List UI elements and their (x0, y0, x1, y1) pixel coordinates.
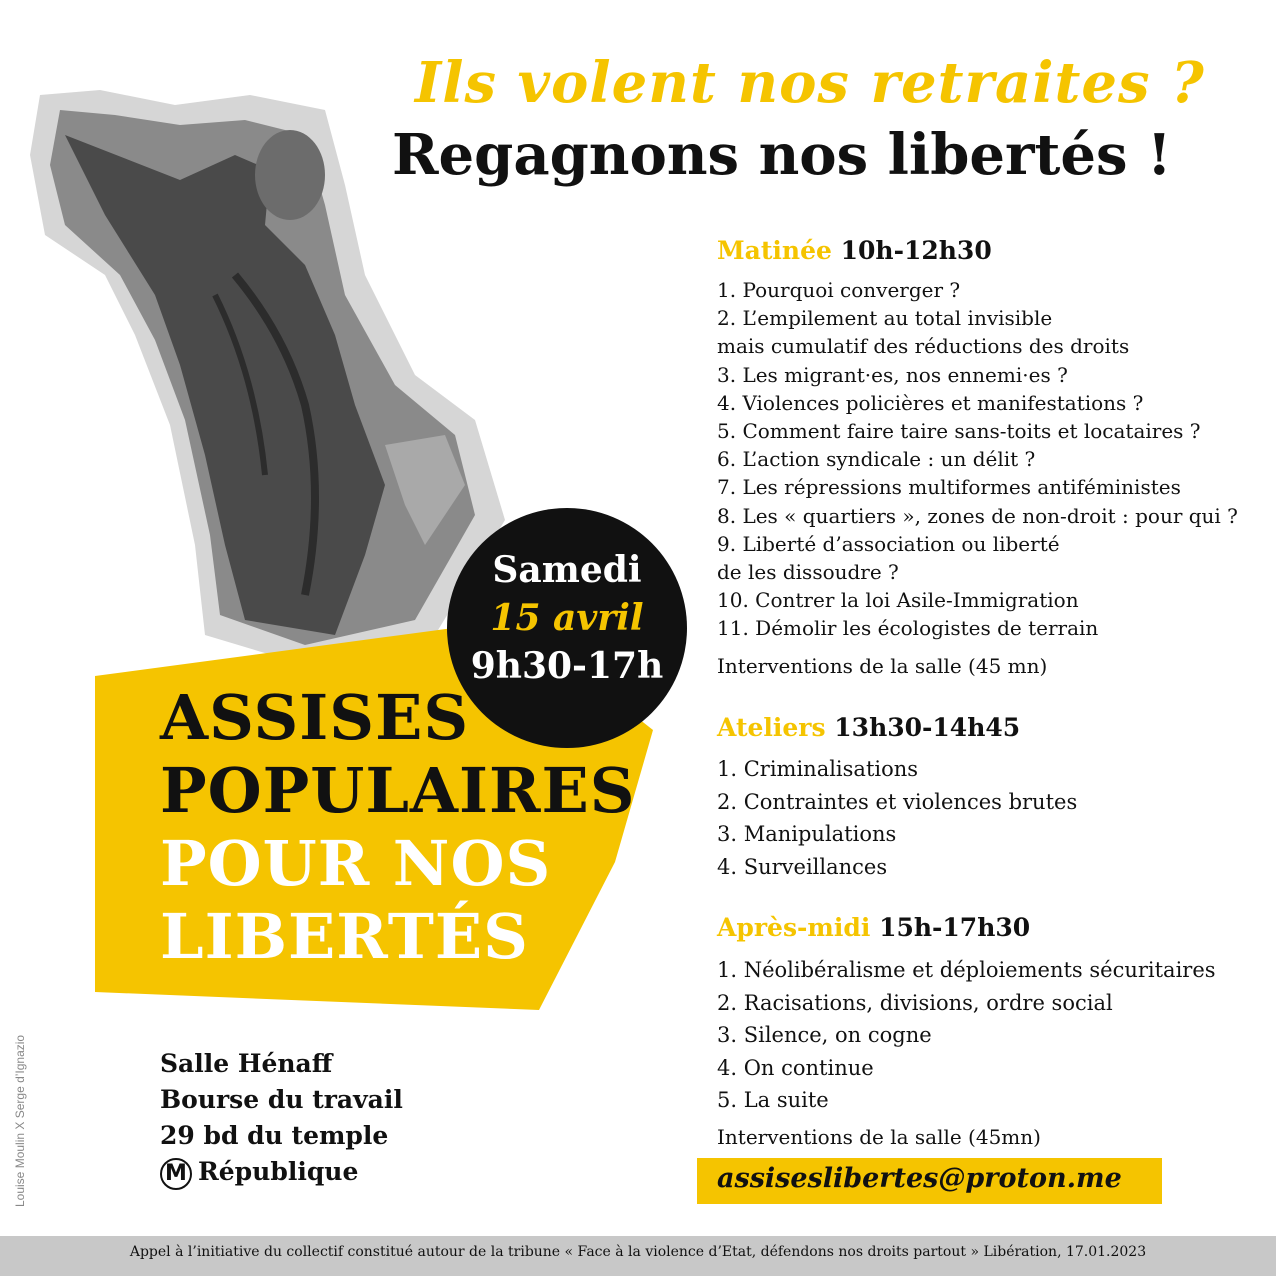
list-item: 6. L’action syndicale : un délit ? (717, 447, 1036, 472)
list-item: 2. Contraintes et violences brutes (717, 789, 1078, 814)
photo-credit: Louise Moulin X Serge d’Ignazio (13, 1034, 27, 1207)
venue-metro (160, 1154, 403, 1190)
footer-note: Appel à l’initiative du collectif constitué autour de la tribune « Face à la violence d’Etat, défendons nos droits partout » Libération, 17.01.2023 (0, 1236, 1276, 1276)
venue-building: Bourse du travail (160, 1085, 403, 1114)
list-item: 3. Manipulations (717, 822, 897, 846)
apres-midi-time: 15h-17h30 (879, 913, 1031, 942)
headline-question: Ils volent nos retraites ? (415, 50, 1205, 116)
date-badge-day: Samedi (492, 549, 642, 591)
list-item: 3. Les migrant·es, nos ennemi·es ? (717, 362, 1068, 387)
metro-icon: M (160, 1158, 192, 1190)
apres-midi-note: Interventions de la salle (45mn) (717, 1125, 1041, 1149)
apres-midi-label: Après-midi (717, 913, 871, 942)
list-item: 8. Les « quartiers », zones de non-droit : pour qui ? (717, 503, 1238, 528)
date-badge (447, 508, 687, 748)
headline-exclamation: Regagnons nos libertés ! (392, 122, 1172, 188)
matinee-note: Interventions de la salle (45 mn) (717, 654, 1048, 678)
list-item: 9. Liberté d’association ou liberté (717, 531, 1060, 556)
list-item: 7. Les répressions multiformes antiféministes (717, 475, 1181, 500)
ateliers-time: 13h30-14h45 (834, 713, 1021, 742)
venue-block (160, 1046, 403, 1190)
list-item: 10. Contrer la loi Asile-Immigration (717, 588, 1079, 613)
venue-hall: Salle Hénaff (160, 1049, 333, 1078)
list-item: 4. Surveillances (717, 854, 888, 879)
ateliers-heading (717, 713, 1020, 742)
list-item: 4. Violences policières et manifestations ? (717, 390, 1144, 415)
list-item: 3. Silence, on cogne (717, 1023, 932, 1047)
matinee-time: 10h-12h30 (840, 236, 992, 265)
date-badge-time: 9h30-17h (470, 645, 664, 687)
list-item: 4. On continue (717, 1055, 874, 1080)
contact-email[interactable]: assiseslibertes@proton.me (717, 1163, 1122, 1194)
event-title-line2: POPULAIRES (160, 754, 636, 827)
apres-midi-heading (717, 913, 1030, 942)
date-badge-date: 15 avril (490, 597, 644, 639)
list-item: 2. Racisations, divisions, ordre social (717, 990, 1113, 1015)
list-item: 1. Pourquoi converger ? (717, 278, 961, 302)
event-title-line1: ASSISES (160, 681, 470, 754)
matinee-list (717, 276, 1238, 643)
ateliers-list (717, 753, 1077, 883)
list-item: mais cumulatif des réductions des droits (717, 334, 1130, 359)
list-item: 2. L’empilement au total invisible (717, 306, 1053, 331)
list-item: 5. La suite (717, 1088, 829, 1112)
list-item: 1. Criminalisations (717, 757, 919, 781)
event-title-line3: POUR NOS (160, 827, 552, 900)
matinee-label: Matinée (717, 236, 832, 265)
event-title-line4: LIBERTÉS (160, 900, 529, 973)
venue-metro-station: République (198, 1157, 359, 1186)
venue-address: 29 bd du temple (160, 1121, 389, 1150)
ateliers-label: Ateliers (717, 713, 826, 742)
list-item: de les dissoudre ? (717, 560, 899, 585)
matinee-heading (717, 236, 992, 265)
list-item: 5. Comment faire taire sans-toits et locataires ? (717, 419, 1201, 444)
list-item: 11. Démolir les écologistes de terrain (717, 616, 1099, 641)
list-item: 1. Néolibéralisme et déploiements sécuritaires (717, 958, 1216, 982)
apres-midi-list (717, 954, 1216, 1117)
